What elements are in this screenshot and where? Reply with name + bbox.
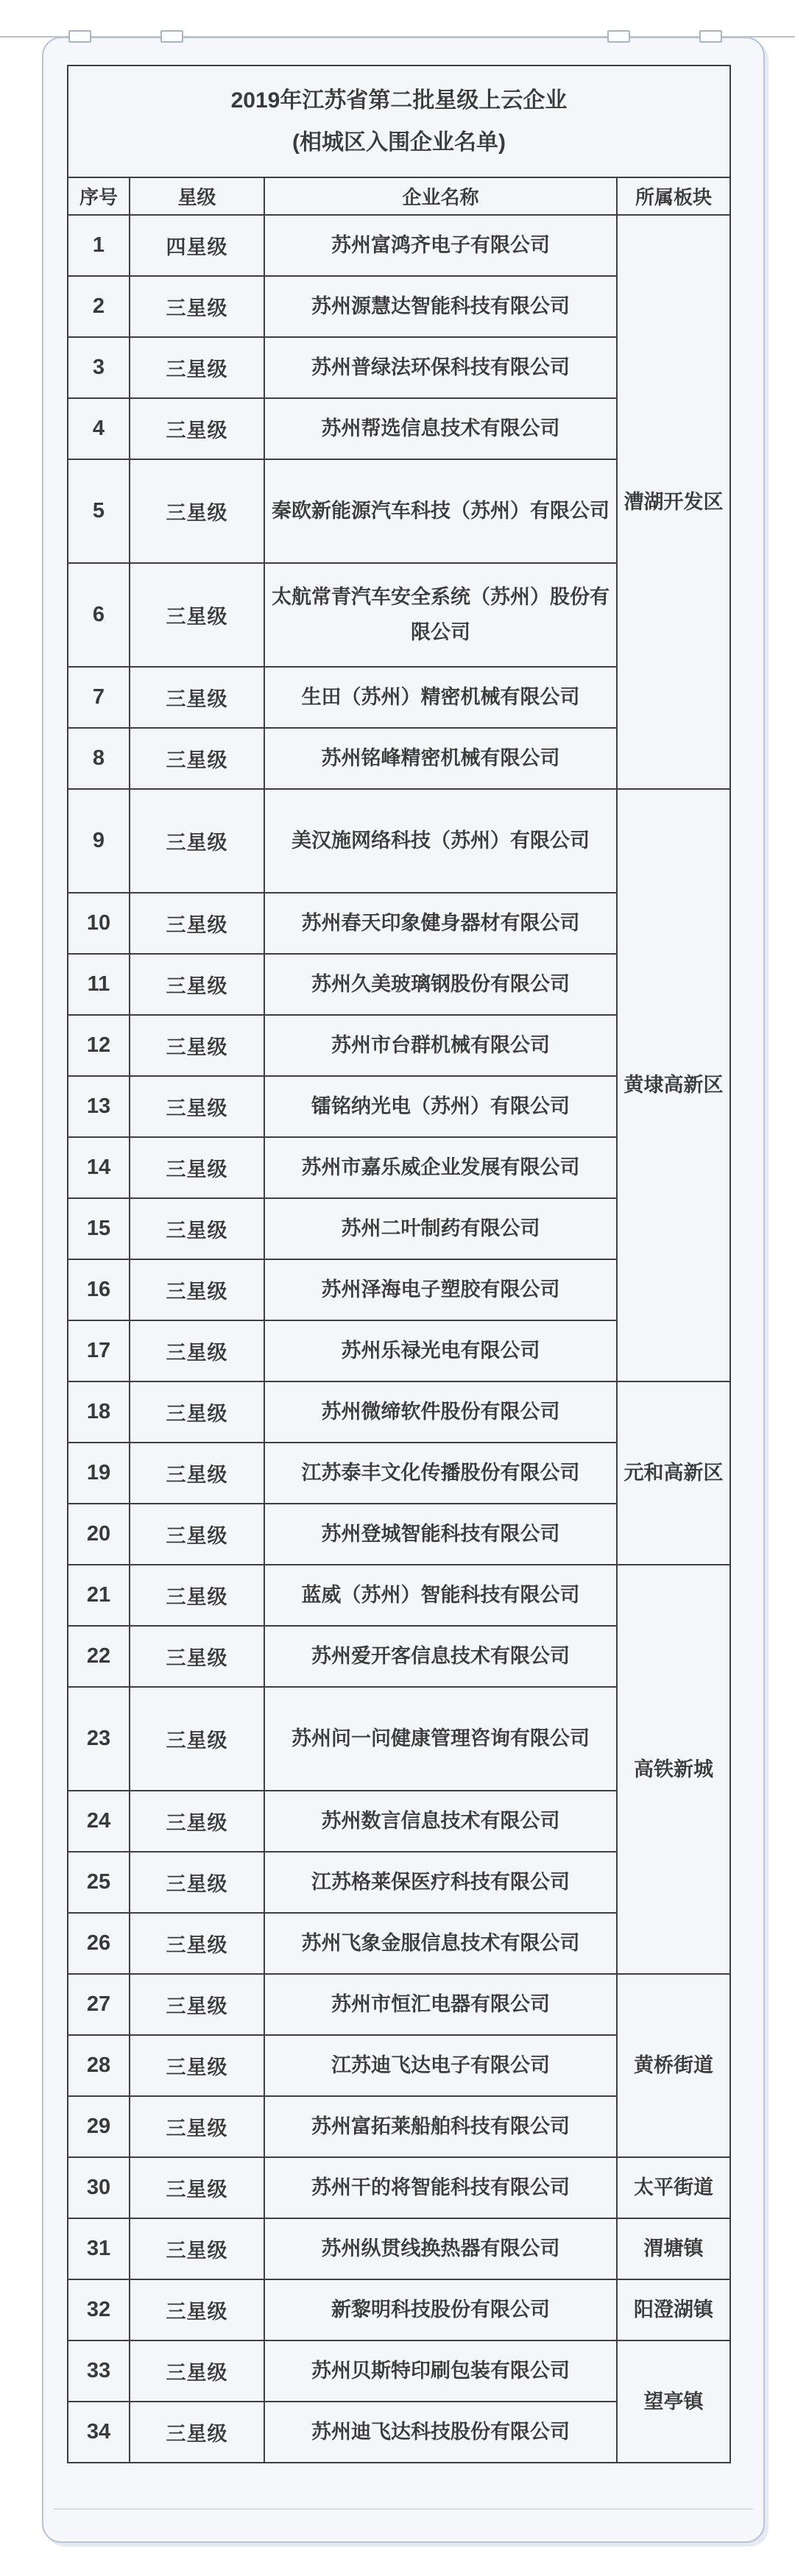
column-header-company: 企业名称 <box>264 177 617 215</box>
star-level-cell: 三星级 <box>130 1687 264 1791</box>
star-level-cell: 三星级 <box>130 2035 264 2096</box>
row-number-cell: 31 <box>68 2218 130 2279</box>
star-level-cell: 三星级 <box>130 2096 264 2157</box>
column-header-no: 序号 <box>68 177 130 215</box>
region-cell: 元和高新区 <box>617 1381 730 1565</box>
binder-line <box>0 36 795 38</box>
table-row <box>68 1381 730 1443</box>
company-name-cell: 苏州普绿法环保科技有限公司 <box>264 337 617 398</box>
star-level-cell: 三星级 <box>130 1137 264 1198</box>
star-level-cell: 三星级 <box>130 2157 264 2218</box>
company-name-cell: 苏州爱开客信息技术有限公司 <box>264 1626 617 1687</box>
row-number-cell: 26 <box>68 1913 130 1974</box>
company-name-cell: 苏州登城智能科技有限公司 <box>264 1504 617 1565</box>
star-level-cell: 三星级 <box>130 1015 264 1076</box>
company-name-cell: 镭铭纳光电（苏州）有限公司 <box>264 1076 617 1137</box>
region-cell: 漕湖开发区 <box>617 215 730 789</box>
company-name-cell: 秦欧新能源汽车科技（苏州）有限公司 <box>264 459 617 563</box>
region-cell: 望亭镇 <box>617 2340 730 2463</box>
row-number-cell: 21 <box>68 1565 130 1626</box>
row-number-cell: 27 <box>68 1974 130 2035</box>
row-number-cell: 3 <box>68 337 130 398</box>
row-number-cell: 7 <box>68 667 130 728</box>
region-cell: 阳澄湖镇 <box>617 2279 730 2340</box>
star-level-cell: 三星级 <box>130 2218 264 2279</box>
row-number-cell: 8 <box>68 728 130 789</box>
company-name-cell: 苏州富鸿齐电子有限公司 <box>264 215 617 276</box>
row-number-cell: 2 <box>68 276 130 337</box>
star-level-cell: 三星级 <box>130 728 264 789</box>
star-level-cell: 三星级 <box>130 1504 264 1565</box>
company-name-cell: 苏州春天印象健身器材有限公司 <box>264 893 617 954</box>
company-name-cell: 蓝威（苏州）智能科技有限公司 <box>264 1565 617 1626</box>
star-level-cell: 三星级 <box>130 1626 264 1687</box>
binder-tab <box>160 30 183 43</box>
column-header-star: 星级 <box>130 177 264 215</box>
star-level-cell: 三星级 <box>130 789 264 893</box>
table-row <box>68 2340 730 2402</box>
row-number-cell: 28 <box>68 2035 130 2096</box>
binder-tab <box>699 30 722 43</box>
row-number-cell: 29 <box>68 2096 130 2157</box>
table-row <box>68 2279 730 2340</box>
row-number-cell: 15 <box>68 1198 130 1259</box>
row-number-cell: 6 <box>68 563 130 667</box>
row-number-cell: 5 <box>68 459 130 563</box>
company-name-cell: 苏州迪飞达科技股份有限公司 <box>264 2402 617 2463</box>
row-number-cell: 4 <box>68 398 130 459</box>
company-name-cell: 苏州市嘉乐威企业发展有限公司 <box>264 1137 617 1198</box>
row-number-cell: 34 <box>68 2402 130 2463</box>
table-row <box>68 789 730 893</box>
row-number-cell: 19 <box>68 1443 130 1504</box>
region-cell: 高铁新城 <box>617 1565 730 1974</box>
company-name-cell: 苏州帮选信息技术有限公司 <box>264 398 617 459</box>
company-name-cell: 苏州纵贯线换热器有限公司 <box>264 2218 617 2279</box>
row-number-cell: 11 <box>68 954 130 1015</box>
company-name-cell: 苏州市恒汇电器有限公司 <box>264 1974 617 2035</box>
binder-tab <box>607 30 630 43</box>
star-level-cell: 三星级 <box>130 1076 264 1137</box>
company-name-cell: 苏州数言信息技术有限公司 <box>264 1791 617 1852</box>
enterprise-table-wrapper <box>67 65 729 2463</box>
table-row <box>68 2218 730 2279</box>
star-level-cell: 三星级 <box>130 1565 264 1626</box>
star-level-cell: 三星级 <box>130 2279 264 2340</box>
table-body <box>68 215 730 2463</box>
title-row <box>68 66 730 177</box>
company-name-cell: 生田（苏州）精密机械有限公司 <box>264 667 617 728</box>
table-title-cell <box>68 66 730 177</box>
company-name-cell: 苏州贝斯特印刷包装有限公司 <box>264 2340 617 2402</box>
company-name-cell: 苏州市台群机械有限公司 <box>264 1015 617 1076</box>
star-level-cell: 三星级 <box>130 1974 264 2035</box>
company-name-cell: 苏州乐禄光电有限公司 <box>264 1320 617 1381</box>
company-name-cell: 苏州微缔软件股份有限公司 <box>264 1381 617 1443</box>
row-number-cell: 22 <box>68 1626 130 1687</box>
table-header-row <box>68 177 730 215</box>
company-name-cell: 美汉施网络科技（苏州）有限公司 <box>264 789 617 893</box>
star-level-cell: 三星级 <box>130 1198 264 1259</box>
star-level-cell: 三星级 <box>130 337 264 398</box>
star-level-cell: 三星级 <box>130 276 264 337</box>
row-number-cell: 30 <box>68 2157 130 2218</box>
row-number-cell: 32 <box>68 2279 130 2340</box>
company-name-cell: 江苏迪飞达电子有限公司 <box>264 2035 617 2096</box>
row-number-cell: 18 <box>68 1381 130 1443</box>
row-number-cell: 12 <box>68 1015 130 1076</box>
region-cell: 黄桥街道 <box>617 1974 730 2157</box>
star-level-cell: 三星级 <box>130 1852 264 1913</box>
row-number-cell: 10 <box>68 893 130 954</box>
star-level-cell: 三星级 <box>130 2340 264 2402</box>
star-level-cell: 三星级 <box>130 563 264 667</box>
company-name-cell: 苏州飞象金服信息技术有限公司 <box>264 1913 617 1974</box>
row-number-cell: 14 <box>68 1137 130 1198</box>
row-number-cell: 16 <box>68 1259 130 1320</box>
row-number-cell: 9 <box>68 789 130 893</box>
row-number-cell: 13 <box>68 1076 130 1137</box>
row-number-cell: 20 <box>68 1504 130 1565</box>
star-level-cell: 四星级 <box>130 215 264 276</box>
company-name-cell: 苏州二叶制药有限公司 <box>264 1198 617 1259</box>
star-level-cell: 三星级 <box>130 459 264 563</box>
row-number-cell: 1 <box>68 215 130 276</box>
company-name-cell: 苏州铭峰精密机械有限公司 <box>264 728 617 789</box>
row-number-cell: 17 <box>68 1320 130 1381</box>
star-level-cell: 三星级 <box>130 398 264 459</box>
company-name-cell: 新黎明科技股份有限公司 <box>264 2279 617 2340</box>
enterprise-table <box>67 65 731 2463</box>
star-level-cell: 三星级 <box>130 1320 264 1381</box>
region-cell: 黄埭高新区 <box>617 789 730 1381</box>
table-row <box>68 1974 730 2035</box>
company-name-cell: 苏州久美玻璃钢股份有限公司 <box>264 954 617 1015</box>
row-number-cell: 25 <box>68 1852 130 1913</box>
region-cell: 太平街道 <box>617 2157 730 2218</box>
star-level-cell: 三星级 <box>130 893 264 954</box>
row-number-cell: 33 <box>68 2340 130 2402</box>
row-number-cell: 23 <box>68 1687 130 1791</box>
star-level-cell: 三星级 <box>130 1259 264 1320</box>
star-level-cell: 三星级 <box>130 1913 264 1974</box>
star-level-cell: 三星级 <box>130 954 264 1015</box>
company-name-cell: 苏州干的将智能科技有限公司 <box>264 2157 617 2218</box>
page-title: 2019年江苏省第二批星级上云企业 <box>230 88 568 113</box>
row-number-cell: 24 <box>68 1791 130 1852</box>
star-level-cell: 三星级 <box>130 1791 264 1852</box>
star-level-cell: 三星级 <box>130 1381 264 1443</box>
company-name-cell: 苏州富拓莱船舶科技有限公司 <box>264 2096 617 2157</box>
company-name-cell: 苏州泽海电子塑胶有限公司 <box>264 1259 617 1320</box>
star-level-cell: 三星级 <box>130 1443 264 1504</box>
region-cell: 渭塘镇 <box>617 2218 730 2279</box>
page-subtitle: (相城区入围企业名单) <box>292 130 506 155</box>
company-name-cell: 太航常青汽车安全系统（苏州）股份有限公司 <box>264 563 617 667</box>
company-name-cell: 江苏泰丰文化传播股份有限公司 <box>264 1443 617 1504</box>
company-name-cell: 江苏格莱保医疗科技有限公司 <box>264 1852 617 1913</box>
table-row <box>68 2157 730 2218</box>
star-level-cell: 三星级 <box>130 2402 264 2463</box>
company-name-cell: 苏州源慧达智能科技有限公司 <box>264 276 617 337</box>
table-row <box>68 215 730 276</box>
column-header-region: 所属板块 <box>617 177 730 215</box>
binder-tab <box>68 30 91 43</box>
bottom-divider <box>54 2508 753 2510</box>
table-row <box>68 1565 730 1626</box>
star-level-cell: 三星级 <box>130 667 264 728</box>
company-name-cell: 苏州问一问健康管理咨询有限公司 <box>264 1687 617 1791</box>
